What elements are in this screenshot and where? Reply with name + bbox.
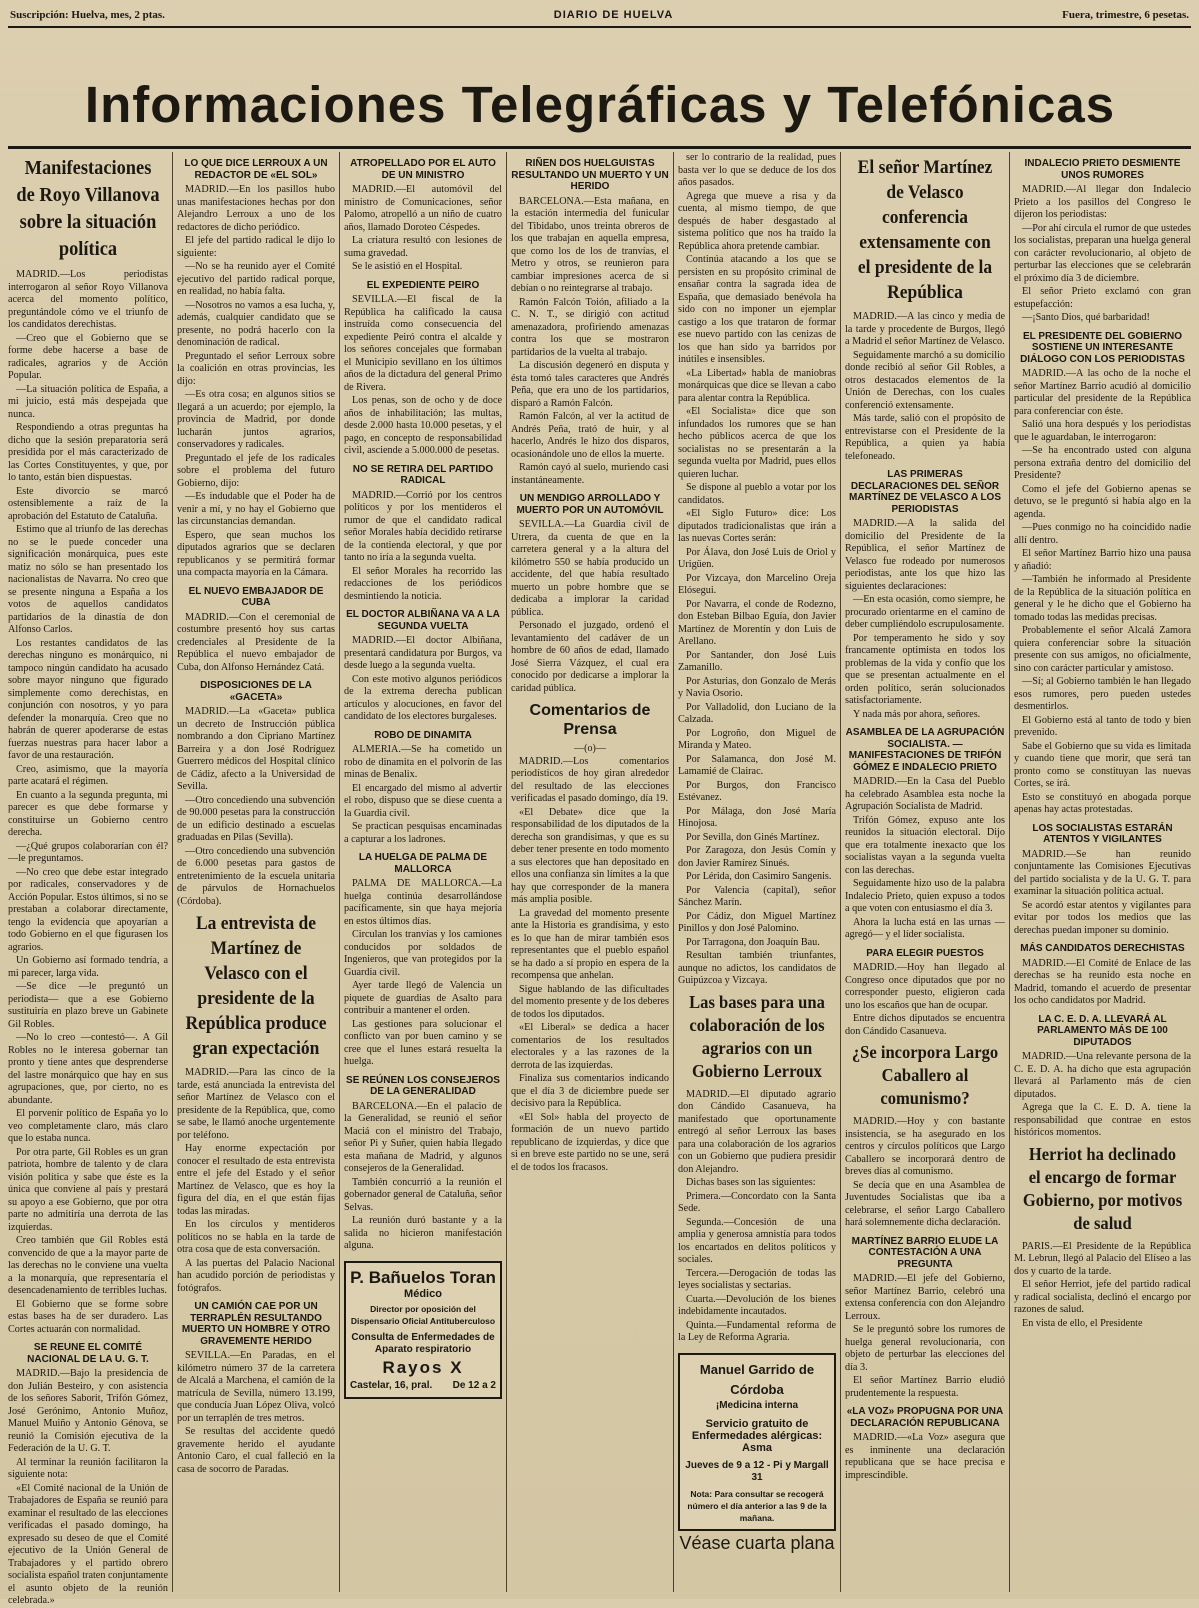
paragraph: Creo, asimismo, que la mayoría parte acatará el régimen. — [8, 763, 168, 787]
paragraph: Ahora la lucha está en las urnas —agregó— y el líder socialista. — [845, 916, 1005, 940]
article-a8-body — [344, 294, 502, 458]
paragraph: «El Comité nacional de la Unión de Trabajadores de España se reunió para examinar el resultado de las elecciones verificadas el pasado domingo, ha expresado su deseo de que el Comité ejecutivo de la Unión General de Trabajadores y el partido obrero socialista español traten conjuntamente el asunto objeto de la reunión celebrada.» — [8, 1482, 168, 1606]
paragraph: A las puertas del Palacio Nacional han acudido porción de periodistas y fotógrafos. — [177, 1257, 335, 1294]
column-2 — [177, 152, 335, 1592]
paragraph: Por Santander, don José Luis Zamanillo. — [678, 649, 836, 673]
paragraph: MADRID.—A las ocho de la noche el señor Martínez Barrio acudió al domicilio particular del presidente de la República para conferenciar con éste. — [1014, 368, 1191, 417]
paragraph: —También he informado al Presidente de la República de la situación política en general y le he dicho que el Gobierno ha tomado todas las medidas precisas. — [1014, 574, 1191, 623]
paragraph: Se resultas del accidente quedó gravemente herido el ayudante Antonio Caro, el cual falleció en la casa de socorro de Paradas. — [177, 1426, 335, 1475]
paragraph: —Es indudable que el Poder ha de venir a mí, y no hay el Gobierno que las circunstancias demandan. — [177, 491, 335, 527]
paragraph: SEVILLA.—El fiscal de la República ha calificado la causa instruída como consecuencia del expediente Peiró contra el alcalde y los señores concejales que formaban el Municipio sevillano en los últimos años de la dictadura del general Primo de Rivera. — [344, 294, 502, 393]
article-a10-title: EL DOCTOR ALBIÑANA VA A LA SEGUNDA VUELTA — [346, 609, 500, 632]
article-a9-body — [344, 490, 502, 604]
column-4 — [511, 152, 669, 1592]
paragraph: La reunión duró bastante y a la salida no hicieron manifestación alguna. — [344, 1215, 502, 1251]
paragraph: El señor Martínez Barrio hizo una pausa y añadió: — [1014, 548, 1191, 572]
paragraph: Se le asistió en el Hospital. — [352, 261, 463, 272]
section-banner: Informaciones Telegráficas y Telefónicas — [84, 76, 1116, 133]
paragraph: MADRID.—El automóvil del ministro de Comunicaciones, señor Palomo, atropelló a un niño de cuatro años, llamado Doroteo Céspedes. — [344, 184, 502, 233]
paragraph: Tercera.—Derogación de todas las leyes socialistas y sectarias. — [678, 1267, 836, 1291]
paragraph: MADRID.—A las cinco y media de la tarde y procedente de Burgos, llegó a Madrid el señor Martínez de Velasco. — [845, 311, 1005, 347]
paragraph: —Se ha encontrado usted con alguna persona extraña dentro del domicilio del Presidente? — [1014, 445, 1191, 481]
paragraph: —En esta ocasión, como siempre, he procurado orientarme en el camino de deber cumpliéndolo escrupulosamente. — [845, 594, 1005, 630]
paragraph: El Gobierno está al tanto de todo y bien prevenido. — [1014, 714, 1191, 738]
ad-line: Consulta de Enfermedades de Aparato respiratorio — [351, 1331, 495, 1355]
article-a12-title: LA HUELGA DE PALMA DE MALLORCA — [358, 852, 488, 875]
paragraph: Ramón Falcón Toión, afiliado a la C. N. T., se dirigió con actitud amenazadora, profiriendo amenazas contra los que se mostraron partidarios de la vuelta al trabajo. — [511, 296, 669, 358]
article-a21-title: LAS PRIMERAS DECLARACIONES DEL SEÑOR MARTÍNEZ DE VELASCO A LOS PERIODISTAS — [848, 469, 1002, 515]
article-a2-body — [8, 1368, 168, 1608]
column-6 — [845, 152, 1005, 1592]
paragraph: Por Tarragona, don Joaquín Bau. — [686, 936, 820, 948]
article-a25-body — [845, 1273, 1005, 1400]
article-a18-body — [678, 152, 836, 988]
paragraph: El señor Martínez Barrio eludió prudentemente la respuesta. — [845, 1375, 1005, 1399]
article-a14-body — [177, 1350, 335, 1476]
paragraph: MADRID.—En los pasillos hubo unas manifestaciones hechas por don Alejandro Lerroux a uno de los redactores de dicho periódico. — [177, 184, 335, 233]
article-a3-title: LO QUE DICE LERROUX A UN REDACTOR DE «EL SOL» — [184, 158, 328, 181]
paragraph: —Pues conmigo no ha coincidido nadie allí dentro. — [1014, 522, 1191, 546]
ad-hours: De 12 a 2 — [452, 1379, 496, 1391]
paragraph: —Otro concediendo una subvención de 90.000 pesetas para la construcción de un edificio destinado a escuelas graduadas en Pilas (Sevilla). — [177, 794, 335, 843]
article-a22-body — [845, 776, 1005, 942]
article-a9-title: NO SE RETIRA DEL PARTIDO RADICAL — [352, 463, 494, 486]
article-a1-body — [8, 269, 168, 1336]
paragraph: Con este motivo algunos periódicos de la extrema derecha publican artículos y alocuciones, en favor del candidato de los electores burgaleses. — [344, 673, 502, 722]
article-a5-title: DISPOSICIONES DE LA «GACETA» — [200, 680, 312, 703]
article-a16-body — [511, 519, 669, 695]
article-a26-title: «LA VOZ» PROPUGNA POR UNA DECLARACIÓN REPUBLICANA — [846, 1406, 1004, 1429]
paragraph: Estimo que al triunfo de las derechas no se le puede conceder una significación monárquica, pues este matiz no sólo se han presentado los nacionalistas de Navarra. No creo que se presente ninguna a España a los votos de aquellos candidatos partidarios de la dinastía de don Alfonso Carlos. — [8, 524, 168, 635]
column-divider — [673, 152, 674, 1592]
column-3 — [344, 152, 502, 1592]
article-a6-body — [177, 1067, 335, 1295]
paragraph: Primera.—Concordato con la Santa Sede. — [678, 1190, 836, 1214]
paragraph: ser lo contrario de la realidad, pues basta ver lo que se deduce de los dos años pasados. — [678, 152, 836, 188]
paragraph: Por otra parte, Gil Robles es un gran patriota, hombre de talento y de clara visión política y sabe que éste es la única que conviene al país y prestará su apoyo a ese Gobierno, que por otra parte no admitiría una derrota de las izquierdas. — [8, 1146, 168, 1233]
paragraph: Se dispone al pueblo a votar por los candidatos. — [678, 482, 836, 506]
ad-line: Director por oposición del Dispensario Oficial Antituberculoso — [350, 1303, 496, 1326]
paragraph: —La situación política de España, a mi juicio, está más despejada que nunca. — [8, 383, 168, 420]
paragraph: El señor Prieto exclamó con gran estupefacción: — [1014, 286, 1191, 310]
article-a29-title: LOS SOCIALISTAS ESTARÁN ATENTOS Y VIGILANTES — [1032, 822, 1173, 845]
paragraph: Los restantes candidatos de las derechas ninguno es monárquico, ni tampoco ningún candidato ha acusado sobre mayor ninguno que figurado simplemente como derechistas, en conjunción con nosotros, y yo para defender la monarquía. Creo que no habrán de querer apoderarse de estas fuerzas nuestras para hacer labor a favor de una restauración. — [8, 637, 168, 761]
article-a3-body — [177, 184, 335, 580]
article-a17-title: Comentarios de Prensa — [529, 702, 651, 738]
ad-role: Médico — [404, 1287, 442, 1300]
paragraph: Respondiendo a otras preguntas ha dicho que la sesión preparatoria será presidida por el más caracterizado de las Cortes Constituyentes, y que, por lo tanto, están bien dispuestas. — [8, 422, 168, 483]
paragraph: Por Zaragoza, don Jesús Comín y don Javier Ramírez Sinués. — [678, 845, 836, 869]
paragraph: Salió una hora después y los periodistas que le aguardaban, le interrogaron: — [1014, 419, 1191, 443]
paragraph: MADRID.—Hoy han llegado al Congreso once diputados que por no corresponder puesto, eligieron cada uno los escaños que han de ocupar. — [845, 962, 1005, 1011]
article-a12-body — [344, 878, 502, 1069]
ad-banuelos — [344, 1261, 502, 1399]
continues-note: Véase cuarta plana — [679, 1532, 835, 1553]
paragraph: El señor Herriot, jefe del partido radical y radical socialista, declinó el encargo por razones de salud. — [1014, 1279, 1191, 1315]
article-a20-title: El señor Martínez de Velasco conferencia extensamente con el presidente de la República — [857, 157, 993, 303]
paragraph: MADRID.—Corrió por los centros políticos y por los mentideros el rumor de que el candidato radical señor Morales había decidido retirarse de la contienda electoral, y que por tanto no iría a la segunda vuelta. — [344, 489, 502, 563]
paragraph: —Otro concediendo una subvención de 6.000 pesetas para gastos de entretenimiento de la escuela unitaria de párvulos de Hornachuelos (Córdoba). — [177, 845, 335, 907]
paragraph: Esto se constituyó en abogada porque apenas hay actas protestadas. — [1014, 791, 1191, 815]
paragraph: MADRID.—La «Gaceta» publica un decreto de Instrucción pública nombrando a don Cipriano Martínez Barreira y a don José Rodríguez Guerrero médicos del Hospital clínico de Cádiz, afecto a la Universidad de Sevilla. — [177, 706, 335, 792]
outside-price: Fuera, trimestre, 6 pesetas. — [1062, 9, 1189, 21]
ad-address: Castelar, 16, pral. — [350, 1379, 433, 1391]
column-divider — [172, 152, 173, 1592]
ad-name: Manuel Garrido de Córdoba — [699, 1361, 815, 1397]
paragraph: Por Sevilla, don Ginés Martínez. — [686, 831, 820, 843]
paragraph: —No creo que debe estar integrado por radicales, conservadores y de Acción Popular. Estos últimos, si no se prestaban a colaborar directamente, tengo la evidencia que apoyarían a todo Gobierno en el que figurasen los agrarios. — [8, 866, 168, 953]
paragraph: En vista de ello, el Presidente — [1022, 1317, 1143, 1329]
paragraph: Hay enorme expectación por conocer el resultado de esta entrevista entre el jefe del Estado y el señor Martínez de Velasco, que es hoy la figura del día, en el que están fijas todas las miradas. — [177, 1143, 335, 1217]
paragraph: Se decía que en una Asamblea de Juventudes Socialistas que iba a celebrarse, el señor Largo Caballero hará solemnemente dicha declaración. — [845, 1179, 1005, 1228]
paragraph: Este divorcio se marcó ostensiblemente a raíz de la aprobación del Estatuto de Cataluña. — [8, 485, 168, 522]
paragraph: Preguntado el jefe de los radicales sobre el problema del futuro Gobierno, dijo: — [177, 452, 335, 489]
paragraph: Preguntado el señor Lerroux sobre la coalición en otras provincias, les dijo: — [177, 350, 335, 387]
paragraph: MADRID.—Hoy y con bastante insistencia, se ha asegurado en los centros y círculos políticos que Largo Caballero se incorporará dentro de breves días al comunismo. — [845, 1116, 1005, 1177]
article-a10-body — [344, 635, 502, 724]
article-a19-title: Las bases para una colaboración de los agrarios con un Gobierno Lerroux — [689, 991, 825, 1081]
paragraph: MADRID.—Se han reunido conjuntamente las Comisiones Ejecutivas del partido socialista y de la U. G. T. para examinar la situación política actual. — [1014, 848, 1191, 897]
ad-line: Rayos X — [382, 1357, 464, 1377]
article-a23-body — [845, 962, 1005, 1038]
ad-footer — [350, 1380, 496, 1392]
column-5 — [678, 152, 836, 1592]
article-a29-body — [1014, 849, 1191, 938]
paragraph: Segunda.—Concesión de una amplia y generosa amnistía para todos los encartados en delitos políticos y sociales. — [678, 1216, 836, 1265]
paragraph: PARIS.—El Presidente de la República M. Lebrun, llegó al Palacio del Elíseo a las dos y cuarto de la tarde. — [1014, 1240, 1191, 1277]
newspaper-name: DIARIO DE HUELVA — [553, 9, 674, 21]
paragraph: Los penas, son de ocho y de doce años de inhabilitación; las multas, desde 2.000 hasta 10.000 pesetas, y el pago, en concepto de responsabilidad civil, asciende a 5.000.000 de pesetas. — [344, 395, 502, 456]
paragraph: MADRID.—El diputado agrario don Cándido Casanueva, ha manifestado que oportunamente entregó al señor Lerroux las bases para una colaboración de los agrarios con un Gobierno que pudiera presidir don Alejandro. — [678, 1088, 836, 1175]
paragraph: «El Liberal» se dedica a hacer comentarios de los resultados electorales y a las razones de la derrota de las izquierdas. — [511, 1022, 669, 1071]
article-a30-title: MÁS CANDIDATOS DERECHISTAS — [1020, 943, 1185, 954]
subscription-price: Suscripción: Huelva, mes, 2 ptas. — [10, 9, 165, 21]
paragraph: Por Cádiz, don Miguel Martínez Pinillos y don José Palomino. — [678, 910, 836, 934]
article-a27-title: INDALECIO PRIETO DESMIENTE UNOS RUMORES — [1024, 158, 1181, 181]
paragraph: «El Sol» habla del proyecto de formación de un nuevo partido republicano de izquierdas, y dice que si en breve este partido no se une, será el de todos los fracasos. — [511, 1111, 669, 1173]
article-a32-title: Herriot ha declinado el encargo de formar Gobierno, por motivos de salud — [1022, 1143, 1183, 1233]
paragraph: Creo también que Gil Robles está convencido de que a la mayor parte de las derechas no le conviene una vuelta a la monarquía, que representaría el desencadenamiento de terribles luchas. — [8, 1235, 168, 1296]
column-divider — [840, 152, 841, 1592]
paragraph: La criatura resultó con lesiones de suma gravedad. — [344, 235, 502, 259]
paragraph: MADRID.—El jefe del Gobierno, señor Martínez Barrio, celebró una extensa conferencia con don Alejandro Lerroux. — [845, 1273, 1005, 1322]
article-a25-title: MARTÍNEZ BARRIO ELUDE LA CONTESTACIÓN A UNA PREGUNTA — [851, 1235, 999, 1270]
article-a15-body — [511, 196, 669, 488]
article-a31-body — [1014, 1051, 1191, 1140]
ad-role: ¡Medicina interna — [715, 1399, 799, 1411]
paragraph: El encargado del mismo al advertir el robo, dispuso que se diese cuenta a la Guardia civil. — [344, 782, 502, 819]
paragraph: —Sí; al Gobierno también le han llegado esos rumores, pero pueden ustedes desmentirlos. — [1014, 676, 1191, 712]
article-a4-title: EL NUEVO EMBAJADOR DE CUBA — [188, 585, 324, 608]
paragraph: BARCELONA.—En el palacio de la Generalidad, se reunió el señor Maciá con el ministro del Trabajo, señor Pi y Suñer, quien había llegado esta mañana de Madrid, y algunos consejeros de la Generalidad. — [344, 1100, 502, 1174]
paragraph: —No lo creo —contestó—. A Gil Robles no le interesa gobernar tan pronto y tiene antes que desprenderse del lastre monárquico que hay en sus agrupaciones, que, por cierto, no es abundante. — [8, 1032, 168, 1106]
masthead-bar — [10, 6, 1189, 24]
article-a22-title: ASAMBLEA DE LA AGRUPACIÓN SOCIALISTA. —MANIFESTACIONES DE TRIFÓN GÓMEZ E INDALECIO PRIETO — [845, 727, 1005, 773]
paragraph: Ramón cayó al suelo, muriendo casi instantáneamente. — [511, 462, 669, 486]
paragraph: También concurrió a la reunión el gobernador general de Cataluña, señor Selvas. — [344, 1176, 502, 1213]
paragraph: BARCELONA.—Esta mañana, en la estación intermedia del funicular del Tibidabo, unos treinta obreros de los que trabajan en aquella empresa, que como los de los de tranvías, el Metro y otros, se reunieron para cambiar impresiones acerca de si debían o no reintegrarse al trabajo. — [511, 195, 669, 294]
paragraph: SEVILLA.—En Paradas, en el kilómetro número 37 de la carretera de Alcalá a Marchena, el camión de la matrícula de Sevilla, número 13.199, que conducía Juan López Oliva, volcó por un terraplén de tres metros. — [177, 1350, 335, 1424]
ad-line: Nota: Para consultar se recogerá número el día anterior a las 9 de la mañana. — [687, 1488, 827, 1523]
article-a27-body — [1014, 184, 1191, 325]
column-divider — [339, 152, 340, 1592]
paragraph: Por Asturias, don Gonzalo de Merás y Navia Osorio. — [678, 675, 836, 699]
paragraph: Se acordó estar atentos y vigilantes para evitar por todos los medios que las derechas puedan imponer su dominio. — [1014, 899, 1191, 936]
paragraph: «El Siglo Futuro» dice: Los diputados tradicionalistas que irán a las nuevas Cortes serán: — [678, 508, 836, 544]
paragraph: Trifón Gómez, expuso ante los reunidos la situación electoral. Dijo que era totalmente inexacto que los socialistas vayan a la segunda vuelta con las derechas. — [845, 814, 1005, 876]
paragraph: MADRID.—Una relevante persona de la C. E. D. A. ha dicho que esta agrupación llevará al Parlamento más de cien diputados. — [1014, 1051, 1191, 1100]
paragraph: Sabe el Gobierno que su vida es limitada y cuando tiene que morir, que será tan pronto como se constituyan las nuevas Cortes, se irá. — [1014, 740, 1191, 789]
article-a11-title: ROBO DE DINAMITA — [374, 729, 472, 741]
paragraph: Ayer tarde llegó de Valencia un piquete de guardias de Asalto para contribuir a mantener el orden. — [344, 980, 502, 1016]
paragraph: Continúa atacando a los que se persisten en su propósito criminal de ensañar contra la sagrada idea de España, que demasiado benévola ha sido con no imponer un ejemplar castigo a los que trataron de formar ese nuevo partido con las cenizas de los que han sido ya barridos por inútiles e insensibles. — [678, 254, 836, 365]
column-divider — [506, 152, 507, 1592]
paragraph: MADRID.—En la Casa del Pueblo ha celebrado Asamblea esta noche la Agrupación Socialista de Madrid. — [845, 776, 1005, 812]
paragraph: En cuanto a la segunda pregunta, mi parecer es que debe formarse y constituirse un Gobierno centro derecha. — [8, 789, 168, 838]
article-a30-body: MADRID.—El Comité de Enlace de las derechas se ha reunido esta noche en Madrid, tomando el acuerdo de presentar los ocho candidatos por Madrid. — [1014, 957, 1191, 1006]
article-a11-body — [344, 744, 502, 846]
article-a20-body — [845, 311, 1005, 463]
ad-line: Servicio gratuito de Enfermedades alérgicas: Asma — [691, 1417, 823, 1454]
paragraph: «El Socialista» dice que son infundados los rumores que se han hecho públicos acerca de que los socialistas no se presentarán a la segunda vuelta por Madrid, pues ellos quieren luchar. — [678, 406, 836, 480]
paragraph: En los círculos y mentideros políticos no se habla en la tarde de otra cosa que de esta conversación. — [177, 1219, 335, 1255]
paragraph: Ramón Falcón, al ver la actitud de Andrés Peña, trató de huir, y al hacerlo, Andrés le hizo dos disparos, ocasionándole uno de ellos la muerte. — [511, 411, 669, 460]
paragraph: Por Málaga, don José María Hinojosa. — [678, 805, 836, 829]
paragraph: —Es otra cosa; en algunos sitios se llegará a un acuerdo; por ejemplo, la provincia de Madrid, por donde lucharán juntos agrarios, conservadores y radicales. — [177, 389, 335, 450]
article-a24-body — [845, 1116, 1005, 1230]
paragraph: Por Álava, don José Luis de Oriol y Urigüen. — [678, 546, 836, 570]
paragraph: Por Logroño, don Miguel de Miranda y Mateo. — [678, 727, 836, 751]
paragraph: El Gobierno que se forme sobre estas bases ha de ser duradero. Las Cortes actuarán con normalidad. — [8, 1298, 168, 1335]
paragraph: «La Libertad» habla de maniobras monárquicas que dice se llevan a cabo para alentar contra la República. — [678, 367, 836, 404]
ad-name: P. Bañuelos Toran — [350, 1267, 496, 1287]
top-rule — [8, 26, 1191, 28]
article-a14-title: UN CAMIÓN CAE POR UN TERRAPLÉN RESULTANDO MUERTO UN HOMBRE Y OTRO GRAVEMENTE HERIDO — [181, 1301, 331, 1347]
ad-line: Jueves de 9 a 12 - Pi y Margall 31 — [685, 1459, 829, 1483]
paragraph: MADRID.—Al llegar don Indalecio Prieto a los pasillos del Congreso le dijeron los periodistas: — [1014, 184, 1191, 220]
paragraph: Espero, que sean muchos los diputados agrarios que se declaren republicanos y se permitirá formar una compacta mayoría en la Cámara. — [177, 529, 335, 578]
column-7 — [1014, 152, 1191, 1592]
article-a2-title: SE REUNE EL COMITÉ NACIONAL DE LA U. G. T. — [27, 1342, 149, 1365]
article-a13-title: SE REÚNEN LOS CONSEJEROS DE LA GENERALIDAD — [346, 1074, 500, 1097]
paragraph: Como el jefe del Gobierno apenas se detuvo, se le preguntó si había algo en la agenda. — [1014, 483, 1191, 520]
article-a4-body: MADRID.—Con el ceremonial de costumbre presentó hoy sus cartas credenciales al Presidente de la República el nuevo embajador de Cuba, don Alfonso Hernández Catá. — [177, 611, 335, 673]
paragraph: MADRID.—Para las cinco de la tarde, está anunciada la entrevista del señor Martínez de Velasco con el presidente de la República, que, como se sabe, le llamó anoche urgentemente por teléfono. — [177, 1067, 335, 1141]
paragraph: Seguidamente marchó a su domicilio donde recibió al señor Gil Robles, a otros destacados elementos de la Unión de Derechas, con los cuales conferenció extensamente. — [845, 349, 1005, 411]
paragraph: Al terminar la reunión facilitaron la siguiente nota: — [8, 1456, 168, 1480]
article-a28-title: EL PRESIDENTE DEL GOBIERNO SOSTIENE UN INTERESANTE DIÁLOGO CON LOS PERIODISTAS — [1020, 330, 1185, 365]
paragraph: Un Gobierno así formado tendría, a mi parecer, larga vida. — [8, 955, 168, 979]
paragraph: —¡Santo Dios, qué barbaridad! — [1022, 312, 1150, 323]
paragraph: —No se ha reunido ayer el Comité ejecutivo del partido radical porque, en realidad, no había falta. — [177, 261, 335, 297]
paragraph: La discusión degeneró en disputa y ésta tomó tales caracteres que Andrés Peña, que era uno de los partidarios, disparó a Ramón Falcón. — [511, 360, 669, 409]
article-a21-body — [845, 518, 1005, 721]
paragraph: SEVILLA.—La Guardia civil de Utrera, da cuenta de que en la carretera general y a la altura del kilómetro 550 se había producido un accidente, del que había resultado muerto un pobre hombre que se dedicaba a implorar la caridad pública. — [511, 519, 669, 618]
paragraph: Por Lérida, don Casimiro Sangenis. — [686, 871, 832, 882]
paragraph: Por Burgos, don Francisco Estévanez. — [678, 779, 836, 803]
paragraph: Quinta.—Fundamental reforma de la Ley de Reforma Agraria. — [678, 1319, 836, 1343]
paragraph: MADRID.—Los comentarios periodísticos de hoy giran alrededor del resultado de las elecciones verificadas el pasado domingo, día 19. — [511, 755, 669, 804]
paragraph: —Creo que el Gobierno que se forme debe hacerse a base de radicales, agrarios y de Acción Popular. — [8, 332, 168, 381]
paragraph: El jefe del partido radical le dijo lo siguiente: — [177, 235, 335, 259]
paragraph: MADRID.—Bajo la presidencia de don Julián Besteiro, y con asistencia de los señores Saborit, Trifón Gómez, José Gerónimo, Antonio Muñoz, Manuel Muiño y Antonio Génova, se reunió la Comisión ejecutiva de la Federación de la U. G. T. — [8, 1368, 168, 1454]
paragraph: Seguidamente hizo uso de la palabra Indalecio Prieto, quien expuso a todos a que voten con entusiasmo el día 3. — [845, 878, 1005, 914]
paragraph: Por temperamento he sido y soy francamente optimista en todos los problemas de la vida y confío que los que se presentan actualmente en el orden político, serán solucionados satisfactoriamente. — [845, 632, 1005, 706]
banner-rule — [8, 146, 1191, 149]
paragraph: —Se dice —le preguntó un periodista— que a ese Gobierno sustituiría en plazo breve un Gabinete Gil Robles. — [8, 981, 168, 1030]
paragraph: —Por ahí circula el rumor de que ustedes los socialistas, preparan una huelga general con carácter revolucionario, al objeto de perturbar las elecciones que se celebrarán el próximo día 3 de diciembre. — [1014, 222, 1191, 284]
paragraph: Personado el juzgado, ordenó el levantamiento del cadáver de un hombre de 60 años de edad, llamado José Sierra Vázquez, el cual era conocido por dedicarse a implorar la caridad pública. — [511, 620, 669, 694]
paragraph: Dichas bases son las siguientes: — [686, 1177, 816, 1188]
paragraph: Por Navarra, el conde de Rodezno, don Esteban Bilbao Eguía, don Javier Martínez de Morentín y don Luis de Arellano. — [678, 598, 836, 647]
paragraph: Se practican pesquisas encaminadas a capturar a los ladrones. — [344, 821, 502, 845]
article-a26-body: MADRID.—«La Voz» asegura que es inminente una declaración republicana que se hace precisa e imprescindible. — [845, 1432, 1005, 1481]
paragraph: Circulan los tranvías y los camiones conducidos por soldados de Ingenieros, que van protegidos por la Guardia civil. — [344, 929, 502, 978]
article-a28-body — [1014, 368, 1191, 817]
paragraph: Las gestiones para solucionar el conflicto van por buen camino y se cree que el lunes estará resuelta la huelga. — [344, 1018, 502, 1067]
paragraph: Entre dichos diputados se encuentra don Cándido Casanueva. — [845, 1013, 1005, 1037]
article-a7-body — [344, 184, 502, 274]
article-a16-title: UN MENDIGO ARROLLADO Y MUERTO POR UN AUTOMÓVIL — [516, 493, 664, 516]
paragraph: La gravedad del momento presente ante la Historia es grandísima, y esto es lo que han de mirar también esos representantes que el pueblo español se ha dado a sí propio en espera de la recompensa que anhelan. — [511, 907, 669, 981]
paragraph: —¿Qué grupos colaborarían con él? —le preguntamos. — [8, 840, 168, 864]
paragraph: Por Valladolid, don Luciano de la Calzada. — [678, 701, 836, 725]
ad-garrido — [678, 1353, 836, 1531]
paragraph: Probablemente el señor Alcalá Zamora quiera conferenciar sobre la situación presente con sus amigos, no oficialmente, sino con carácter particular y amistoso. — [1014, 625, 1191, 674]
paragraph: Por Valencia (capital), señor Sánchez Marín. — [678, 884, 836, 908]
paragraph: Cuarta.—Devolución de los bienes indebidamente incautados. — [678, 1293, 836, 1317]
article-a31-title: LA C. E. D. A. LLEVARÁ AL PARLAMENTO MÁS DE 100 DIPUTADOS — [1037, 1013, 1168, 1048]
paragraph: Resultan también triunfantes, aunque no adictos, los candidatos de Guipúzcoa y Vizcaya. — [678, 950, 836, 986]
article-a32-body — [1014, 1241, 1191, 1331]
column-divider — [1009, 152, 1010, 1592]
article-a5-body — [177, 706, 335, 908]
paragraph: Por Salamanca, don José M. Lamamié de Clairac. — [678, 753, 836, 777]
paragraph: Agrega que mueve a risa y da cuenta, al mismo tiempo, de que después de haber desgastado al sistema político que nos ha traído la República ahora pretende cambiar. — [678, 190, 836, 252]
article-a6-title: La entrevista de Martínez de Velasco con el presidente de la República produce gran expectación — [185, 913, 327, 1059]
paragraph: ALMERIA.—Se ha cometido un robo de dinamita en el polvorín de las minas de Benalix. — [344, 744, 502, 780]
article-a7-title: ATROPELLADO POR EL AUTO DE UN MINISTRO — [350, 158, 496, 181]
article-a1-title: Manifestaciones de Royo Villanova sobre la situación política — [16, 157, 160, 260]
paragraph: MADRID.—A la salida del domicilio del Presidente de la República, el señor Martínez de Velasco fue rodeado por numerosos periodistas, ante los que hizo las siguientes declaraciones: — [845, 518, 1005, 592]
paragraph: Sigue hablando de las dificultades del momento presente y de los deberes de todos los diputados. — [511, 983, 669, 1020]
paragraph: El porvenir político de España yo lo veo completamente claro, más claro que lo estaba nunca. — [8, 1108, 168, 1144]
paragraph: Y nada más por ahora, señores. — [853, 708, 981, 720]
paragraph: MADRID.—El doctor Albiñana, presentará candidatura por Burgos, va desde luego a la segunda vuelta. — [344, 635, 502, 671]
paragraph: MADRID.—Los periodistas interrogaron al señor Royo Villanova acerca del momento político, preguntándole cómo ve el triunfo de los candidatos derechistas. — [8, 269, 168, 330]
paragraph: «El Debate» dice que la responsabilidad de los diputados de la derecha son grandísimas, y que es su deber tener presente en todo momento a sus electores que han depositado en ellos una confianza sin límites a la que hay que corresponder de la manera más amplia posible. — [511, 806, 669, 905]
paragraph: —Nosotros no vamos a esa lucha, y, además, cualquier candidato que se presente, no podrá hacerlo con la denominación de radical. — [177, 299, 335, 348]
paragraph: Más tarde, salió con el propósito de entrevistarse con el Presidente de la República, a quien ya había telefoneado. — [845, 413, 1005, 462]
article-a17-separator: —(o)— — [574, 743, 606, 754]
article-a15-title: RIÑEN DOS HUELGUISTAS RESULTANDO UN MUERTO Y UN HERIDO — [511, 158, 669, 192]
article-a23-title: PARA ELEGIR PUESTOS — [866, 947, 984, 959]
column-1 — [8, 152, 168, 1606]
paragraph: Se le preguntó sobre los rumores de huelga general revolucionaria, con objeto de perturbar las elecciones del día 3. — [845, 1324, 1005, 1373]
article-a24-title: ¿Se incorpora Largo Caballero al comunismo? — [851, 1042, 999, 1108]
article-a8-title: EL EXPEDIENTE PEIRO — [366, 279, 480, 291]
article-a19-body — [678, 1089, 836, 1345]
paragraph: Agrega que la C. E. D. A. tiene la responsabilidad que contrae en estos históricos momentos. — [1014, 1102, 1191, 1138]
paragraph: El señor Morales ha recorrido las redacciones de los periódicos desmintiendo la noticia. — [344, 565, 502, 602]
paragraph: Por Vizcaya, don Marcelino Oreja Elósegui. — [678, 572, 836, 596]
article-a17-body — [511, 756, 669, 1175]
article-a13-body — [344, 1101, 502, 1253]
paragraph: PALMA DE MALLORCA.—La huelga continúa desarrollándose pacíficamente, sin que haya mejoría en estos últimos días. — [344, 878, 502, 927]
paragraph: Finaliza sus comentarios indicando que el día 3 de diciembre puede ser decisivo para la República. — [511, 1073, 669, 1109]
